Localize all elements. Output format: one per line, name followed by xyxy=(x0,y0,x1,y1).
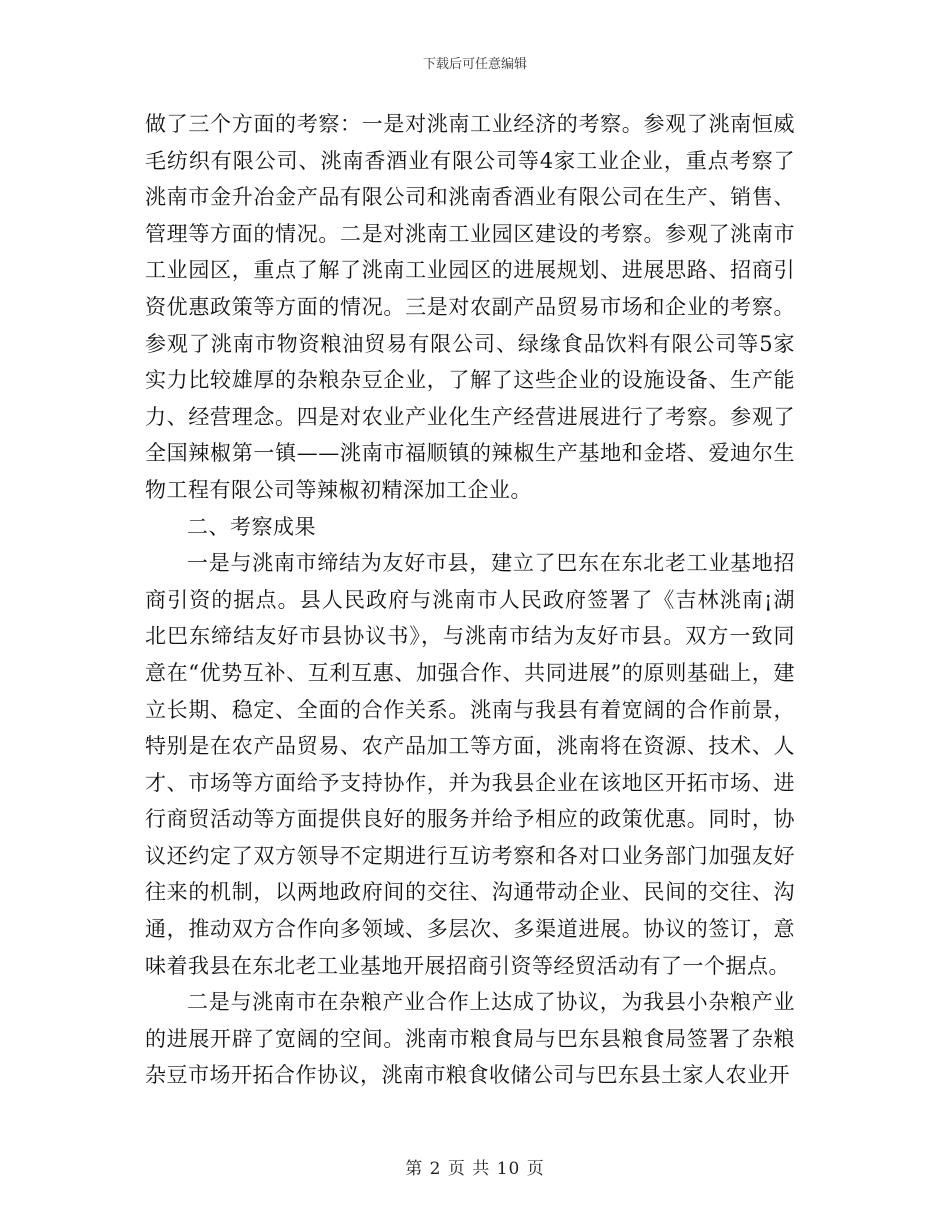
page-number-footer: 第 2 页 共 10 页 xyxy=(405,1159,545,1179)
paragraph-inspection-details: 做了三个方面的考察：一是对洮南工业经济的考察。参观了洮南恒威毛纺织有限公司、洮南香酒业有限公司等4家工业企业，重点考察了洮南市金升冶金产品有限公司和洮南香酒业有限公司在生产、销售、管理等方面的情况。二是对洮南工业园区建设的考察。参观了洮南市工业园区，重点了解了洮南工业园区的进展规划、进展思路、招商引资优惠政策等方面的情况。三是对农副产品贸易市场和企业的考察。参观了洮南市物资粮油贸易有限公司、绿缘食品饮料有限公司等5家实力比较雄厚的杂粮杂豆企业，了解了这些企业的设施设备、生产能力、经营理念。四是对农业产业化生产经营进展进行了考察。参观了全国辣椒第一镇——洮南市福顺镇的辣椒生产基地和金塔、爱迪尔生物工程有限公司等辣椒初精深加工企业。 xyxy=(145,112,795,502)
page-header: 下载后可任意编辑 xyxy=(422,57,527,72)
section-heading-results: 二、考察成果 xyxy=(187,514,316,539)
paragraph-result-two: 二是与洮南市在杂粮产业合作上达成了协议，为我县小杂粮产业的进展开辟了宽阔的空间。洮南市粮食局与巴东县粮食局签署了杂粮杂豆市场开拓合作协议，洮南市粮食收储公司与巴东县土家人农业开 xyxy=(145,990,795,1088)
document-body xyxy=(145,106,795,1094)
paragraph-result-one: 一是与洮南市缔结为友好市县，建立了巴东在东北老工业基地招商引资的据点。县人民政府与洮南市人民政府签署了《吉林洮南¡湖北巴东缔结友好市县协议书》，与洮南市结为友好市县。双方一致同意在“优势互补、互利互惠、加强合作、共同进展”的原则基础上，建立长期、稳定、全面的合作关系。洮南与我县有着宽阔的合作前景，特别是在农产品贸易、农产品加工等方面，洮南将在资源、技术、人才、市场等方面给予支持协作，并为我县企业在该地区开拓市场、进行商贸活动等方面提供良好的服务并给予相应的政策优惠。同时，协议还约定了双方领导不定期进行互访考察和各对口业务部门加强友好往来的机制，以两地政府间的交往、沟通带动企业、民间的交往、沟通，推动双方合作向多领域、多层次、多渠道进展。协议的签订，意味着我县在东北老工业基地开展招商引资等经贸活动有了一个据点。 xyxy=(145,551,795,978)
